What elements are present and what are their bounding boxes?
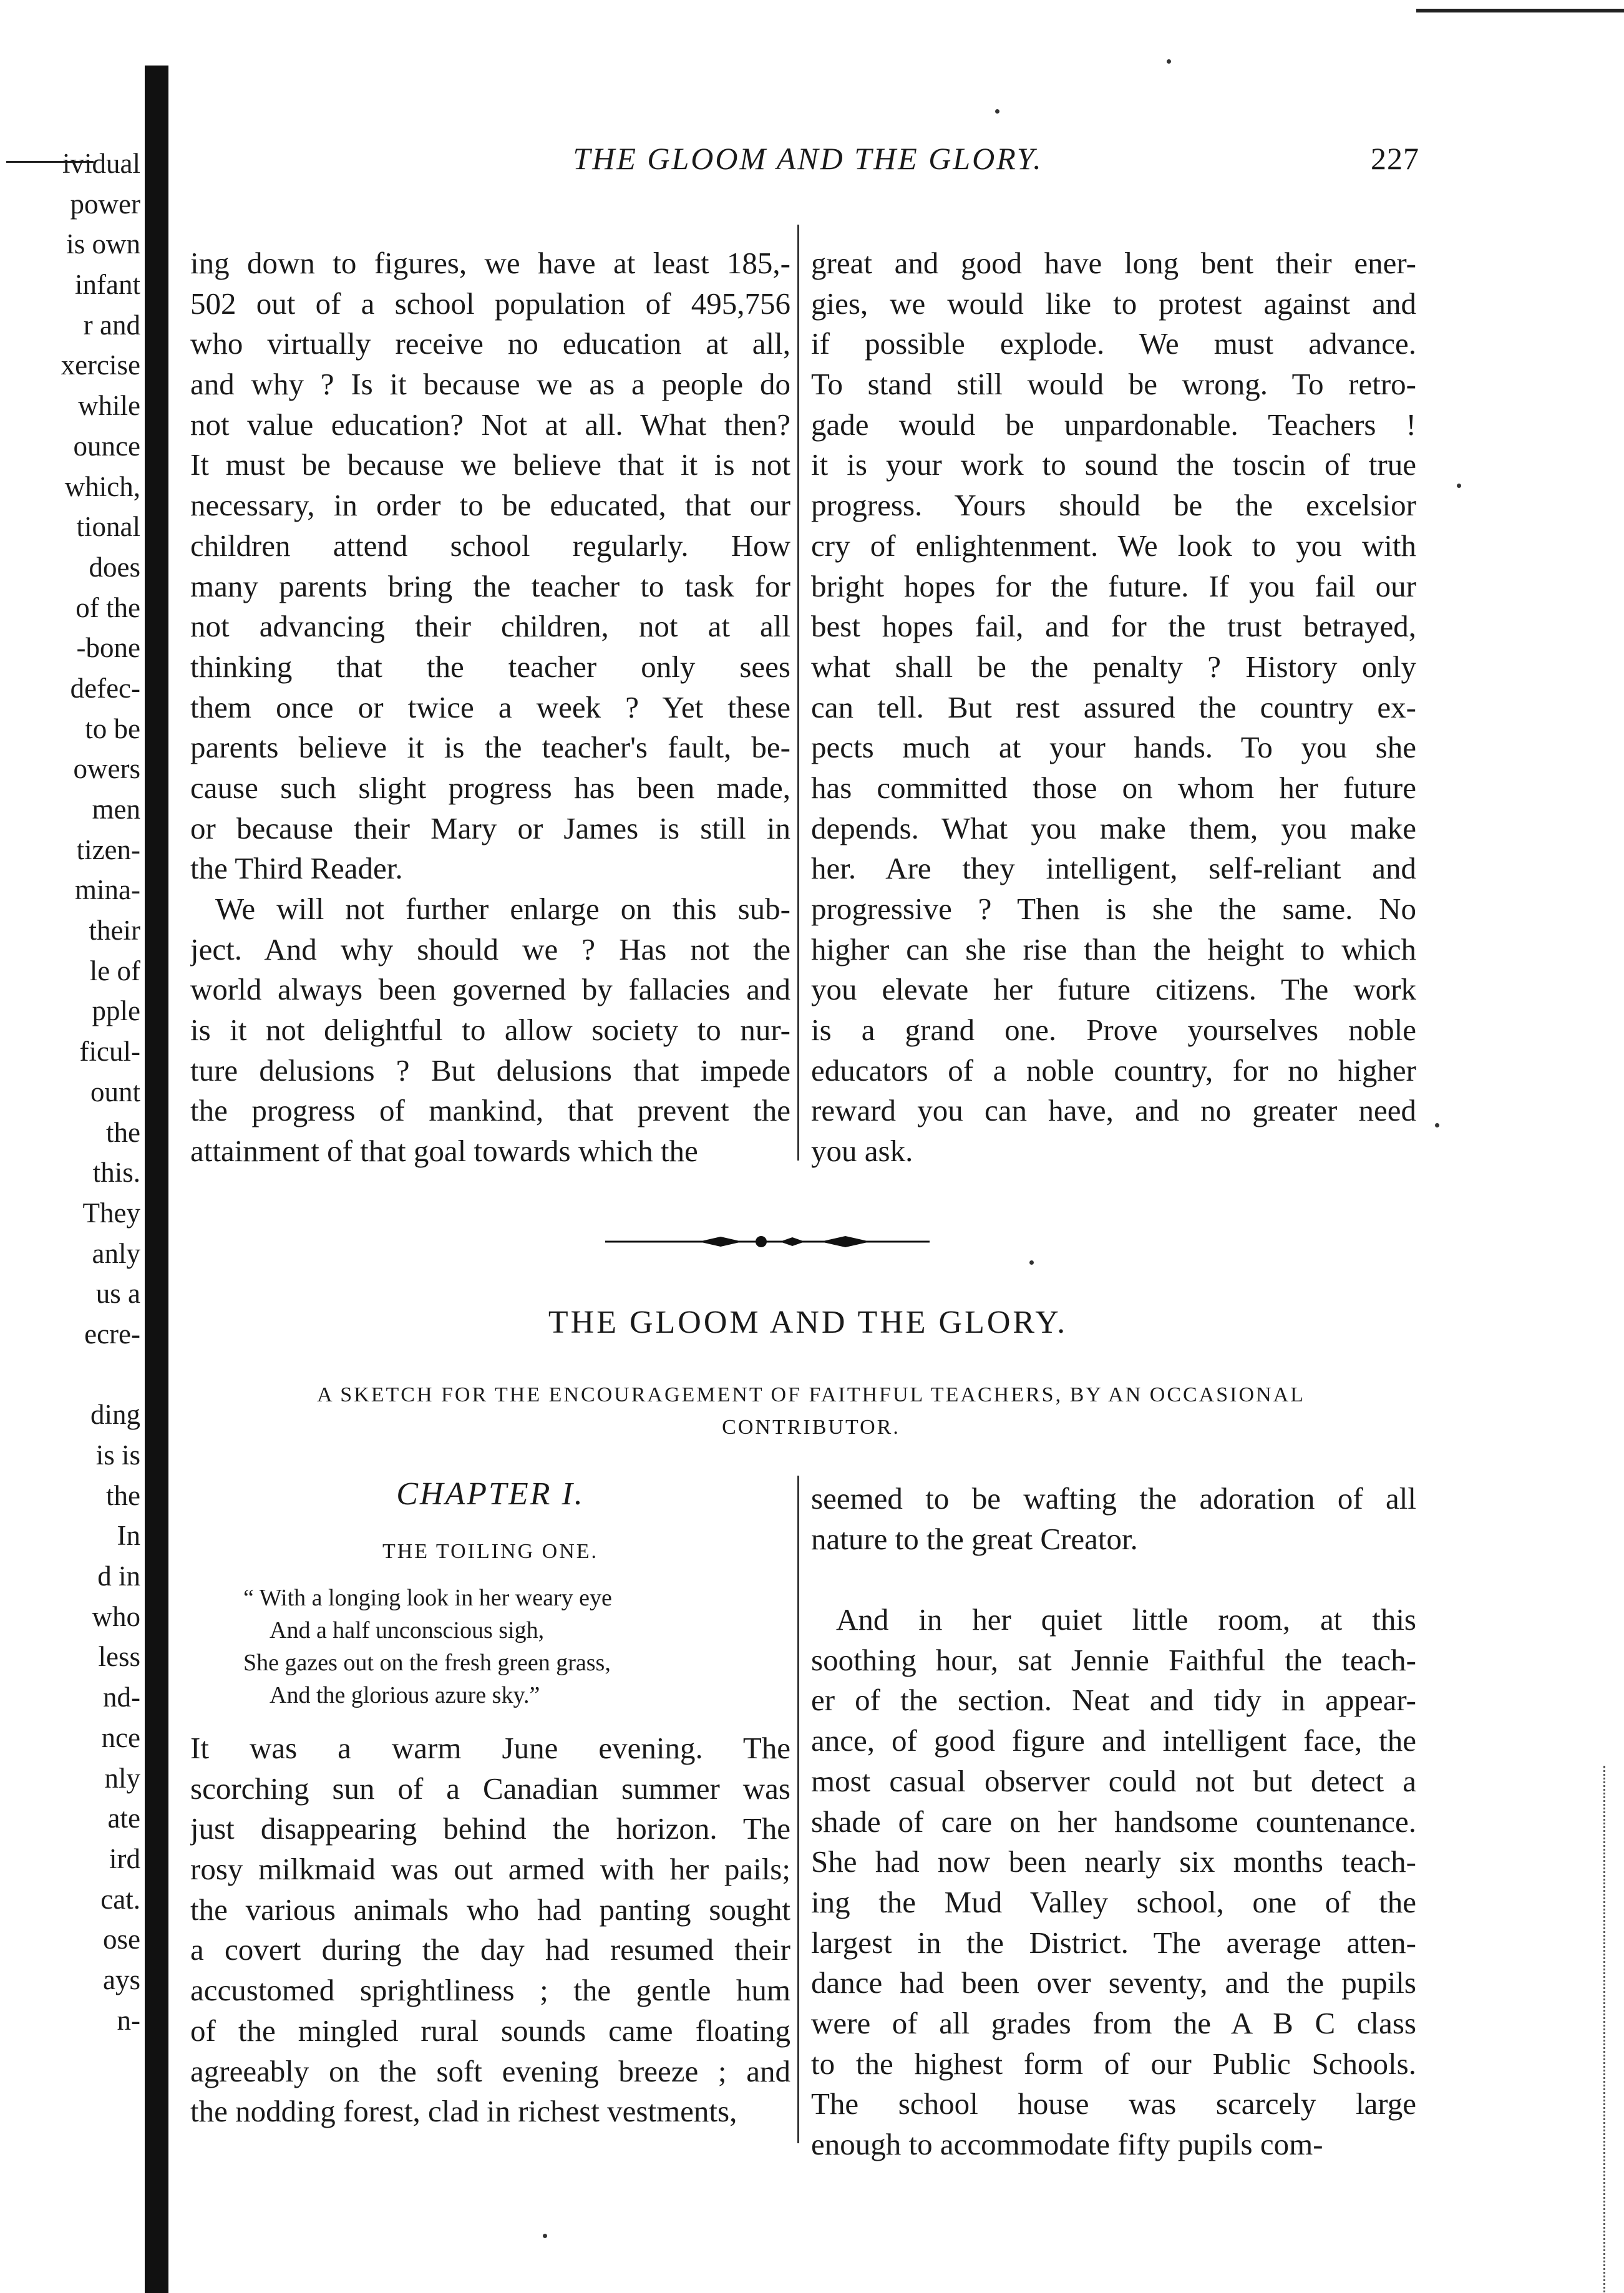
scan-speck [1435, 1123, 1439, 1127]
running-head [190, 140, 1438, 184]
binding-shadow [145, 66, 168, 2293]
margin-fragment: the [106, 1479, 140, 1511]
text-line: And in her quiet little room, at this [836, 1602, 1416, 1637]
scan-edge-marks [1603, 1766, 1612, 2293]
text-line: what shall be the penalty ? History only [811, 649, 1416, 684]
text-line: It was a warm June evening. The [190, 1731, 790, 1765]
text-line: can tell. But rest assured the country ex- [811, 689, 1416, 724]
text-line: not advancing their children, not at all [190, 609, 790, 644]
text-line: progress. Yours should be the excelsior [811, 488, 1416, 523]
upper-right-column [811, 243, 1416, 1172]
text-line: her. Are they intelligent, self-reliant and [811, 851, 1416, 886]
text-line: has committed those on whom her future [811, 770, 1416, 805]
article-subtitle-line: CONTRIBUTOR. [722, 1416, 900, 1439]
text-line: to the highest form of our Public Schools. [811, 2046, 1416, 2081]
text-line: the Third Reader. [190, 851, 403, 886]
text-line: bright hopes for the future. If you fail our [811, 568, 1416, 603]
margin-fragment: this. [92, 1157, 140, 1189]
text-line: pects much at your hands. To you she [811, 730, 1416, 765]
lower-right-column [811, 1479, 1416, 2165]
text-line: ing the Mud Valley school, one of the [811, 1884, 1416, 1919]
scan-speck [1167, 59, 1171, 64]
text-line: you ask. [811, 1134, 913, 1169]
text-line: soothing hour, sat Jennie Faithful the teach- [811, 1642, 1416, 1677]
text-line: the various animals who had panting sought [190, 1892, 790, 1927]
text-line: best hopes fail, and for the trust betrayed, [811, 609, 1416, 644]
text-line: great and good have long bent their ener- [811, 246, 1416, 280]
scan-speck [543, 2234, 547, 2238]
margin-fragment: nce [101, 1721, 140, 1753]
text-line: shade of care on her handsome countenance. [811, 1804, 1416, 1839]
text-line: scorching sun of a Canadian summer was [190, 1771, 790, 1806]
chapter-heading: CHAPTER I. [396, 1476, 585, 1512]
text-line: a covert during the day had resumed their [190, 1932, 790, 1967]
article-subtitle-line: A SKETCH FOR THE ENCOURAGEMENT OF FAITHFUL TEACHERS, BY AN OCCASIONAL [317, 1383, 1305, 1406]
section-ornament [605, 1232, 930, 1251]
facing-page-fragments [0, 144, 140, 2040]
text-line: of the mingled rural sounds came floating [190, 2013, 790, 2048]
margin-fragment: ays [103, 1964, 140, 1995]
text-line: accustomed sprightliness ; the gentle hum [190, 1973, 790, 2008]
text-line: most casual observer could not but detect a [811, 1763, 1416, 1798]
margin-fragment: us a [95, 1278, 140, 1310]
scan-top-rule [1416, 9, 1624, 12]
article-subtitle [206, 1379, 1416, 1444]
margin-fragment: is own [66, 228, 140, 260]
text-line: It must be because we believe that it is not [190, 447, 790, 482]
text-line: is it not delightful to allow society to nur- [190, 1013, 790, 1048]
text-line: not value education? Not at all. What then? [190, 407, 790, 442]
margin-fragment: cat. [100, 1883, 140, 1915]
scan-speck [995, 109, 999, 114]
margin-fragment: which, [64, 470, 140, 502]
text-line: the nodding forest, clad in richest vestments, [190, 2094, 737, 2129]
margin-fragment: while [78, 390, 140, 422]
margin-fragment: their [89, 915, 140, 947]
margin-fragment: -bone [76, 632, 140, 664]
text-line: many parents bring the teacher to task for [190, 568, 790, 603]
text-line: thinking that the teacher only sees [190, 649, 790, 684]
text-line: just disappearing behind the horizon. The [190, 1811, 790, 1846]
chapter-title: THE TOILING ONE. [382, 1540, 599, 1563]
margin-fragment: le of [89, 955, 140, 986]
text-line: 502 out of a school population of 495,756 [190, 286, 790, 321]
text-line: cause such slight progress has been made, [190, 770, 790, 805]
upper-left-column [190, 243, 790, 1172]
margin-fragment: xercise [61, 349, 140, 381]
margin-fragment: ounce [73, 430, 140, 462]
text-line: children attend school regularly. How [190, 528, 790, 563]
text-line: depends. What you make them, you make [811, 811, 1416, 845]
text-line: largest in the District. The average atten- [811, 1925, 1416, 1960]
text-line: dance had been over seventy, and the pupils [811, 1965, 1416, 2000]
margin-fragment: ding [90, 1399, 140, 1431]
text-line: if possible explode. We must advance. [811, 326, 1416, 361]
text-line: We will not further enlarge on this sub- [215, 892, 790, 926]
text-line: agreeably on the soft evening breeze ; and [190, 2053, 790, 2088]
lower-left-column [190, 1728, 790, 2132]
margin-fragment: mina- [75, 874, 140, 906]
margin-fragment: d in [97, 1560, 140, 1592]
text-line: nature to the great Creator. [811, 1521, 1138, 1556]
margin-fragment: ficul- [79, 1036, 140, 1068]
margin-fragment: who [92, 1600, 140, 1632]
text-line: ject. And why should we ? Has not the [190, 932, 790, 966]
margin-fragment: the [106, 1116, 140, 1148]
margin-fragment: to be [85, 713, 140, 744]
page-number: 227 [1371, 141, 1419, 176]
text-line: cry of enlightenment. We look to you with [811, 528, 1416, 563]
text-line: world always been governed by fallacies and [190, 972, 790, 1007]
text-line: seemed to be wafting the adoration of all [811, 1481, 1416, 1516]
margin-fragment: defec- [70, 672, 140, 704]
text-line: the progress of mankind, that prevent the [190, 1093, 790, 1128]
margin-fragment: of the [75, 592, 140, 623]
text-line: rosy milkmaid was out armed with her pails; [190, 1852, 790, 1887]
text-line: necessary, in order to be educated, that our [190, 488, 790, 523]
text-line [811, 1559, 1416, 1600]
text-line: enough to accommodate fifty pupils com- [811, 2127, 1323, 2161]
text-line: She had now been nearly six months teach- [811, 1844, 1416, 1879]
margin-fragment: is is [95, 1439, 140, 1471]
text-line: is a grand one. Prove yourselves noble [811, 1013, 1416, 1048]
text-line: ance, of good figure and intelligent face, the [811, 1723, 1416, 1758]
margin-fragment: r and [83, 309, 140, 341]
text-line: The school house was scarcely large [811, 2086, 1416, 2121]
margin-fragment: ount [90, 1076, 140, 1108]
text-line: ture delusions ? But delusions that impede [190, 1053, 790, 1088]
margin-fragment: In [117, 1520, 140, 1552]
text-line: or because their Mary or James is still in [190, 811, 790, 845]
margin-fragment: nly [104, 1762, 140, 1794]
margin-fragment: pple [92, 995, 140, 1027]
margin-fragment: less [98, 1641, 140, 1673]
margin-fragment: owers [73, 753, 140, 785]
text-line: progressive ? Then is she the same. No [811, 892, 1416, 926]
margin-fragment: ate [107, 1803, 140, 1834]
text-line: it is your work to sound the toscin of true [811, 447, 1416, 482]
article-title: THE GLOOM AND THE GLORY. [548, 1305, 1068, 1340]
margin-fragment: They [82, 1197, 140, 1229]
margin-fragment: ird [109, 1843, 140, 1874]
scan-speck [1029, 1260, 1034, 1265]
margin-fragment: ecre- [84, 1318, 140, 1350]
margin-fragment: ividual [62, 148, 140, 179]
margin-fragment: infant [75, 269, 140, 301]
text-line: them once or twice a week ? Yet these [190, 689, 790, 724]
text-line: you elevate her future citizens. The work [811, 972, 1416, 1007]
margin-fragment [0, 1355, 140, 1395]
text-line: er of the section. Neat and tidy in appear- [811, 1683, 1416, 1718]
margin-fragment: power [70, 188, 140, 220]
text-line: gade would be unpardonable. Teachers ! [811, 407, 1416, 442]
margin-fragment: n- [117, 2004, 140, 2036]
text-line: gies, we would like to protest against and [811, 286, 1416, 321]
margin-fragment: tizen- [76, 834, 140, 865]
margin-fragment: tional [76, 511, 140, 543]
text-line: educators of a noble country, for no higher [811, 1053, 1416, 1088]
epigraph-poem [243, 1582, 780, 1711]
margin-fragment: men [92, 794, 140, 825]
text-line: parents believe it is the teacher's fault, be- [190, 730, 790, 765]
scan-speck [1457, 484, 1461, 488]
poem-line: And the glorious azure sky.” [270, 1682, 540, 1708]
margin-fragment: ose [103, 1924, 140, 1955]
poem-line: “ With a longing look in her weary eye [243, 1585, 612, 1611]
text-line: ing down to figures, we have at least 185,- [190, 246, 790, 280]
margin-fragment: nd- [103, 1682, 140, 1713]
text-line: and why ? Is it because we as a people do [190, 367, 790, 402]
text-line: To stand still would be wrong. To retro- [811, 367, 1416, 402]
margin-fragment: anly [92, 1237, 140, 1269]
text-line: reward you can have, and no greater need [811, 1093, 1416, 1128]
text-line: attainment of that goal towards which the [190, 1134, 698, 1169]
text-line: were of all grades from the A B C class [811, 2005, 1416, 2040]
poem-line: And a half unconscious sigh, [270, 1617, 545, 1643]
running-head-title: THE GLOOM AND THE GLORY. [573, 141, 1043, 176]
margin-fragment: does [89, 551, 140, 583]
text-line: higher can she rise than the height to which [811, 932, 1416, 966]
text-line: who virtually receive no education at all, [190, 326, 790, 361]
column-divider-lower [797, 1476, 799, 2143]
column-divider-upper [797, 225, 799, 1161]
poem-line: She gazes out on the fresh green grass, [243, 1650, 611, 1676]
